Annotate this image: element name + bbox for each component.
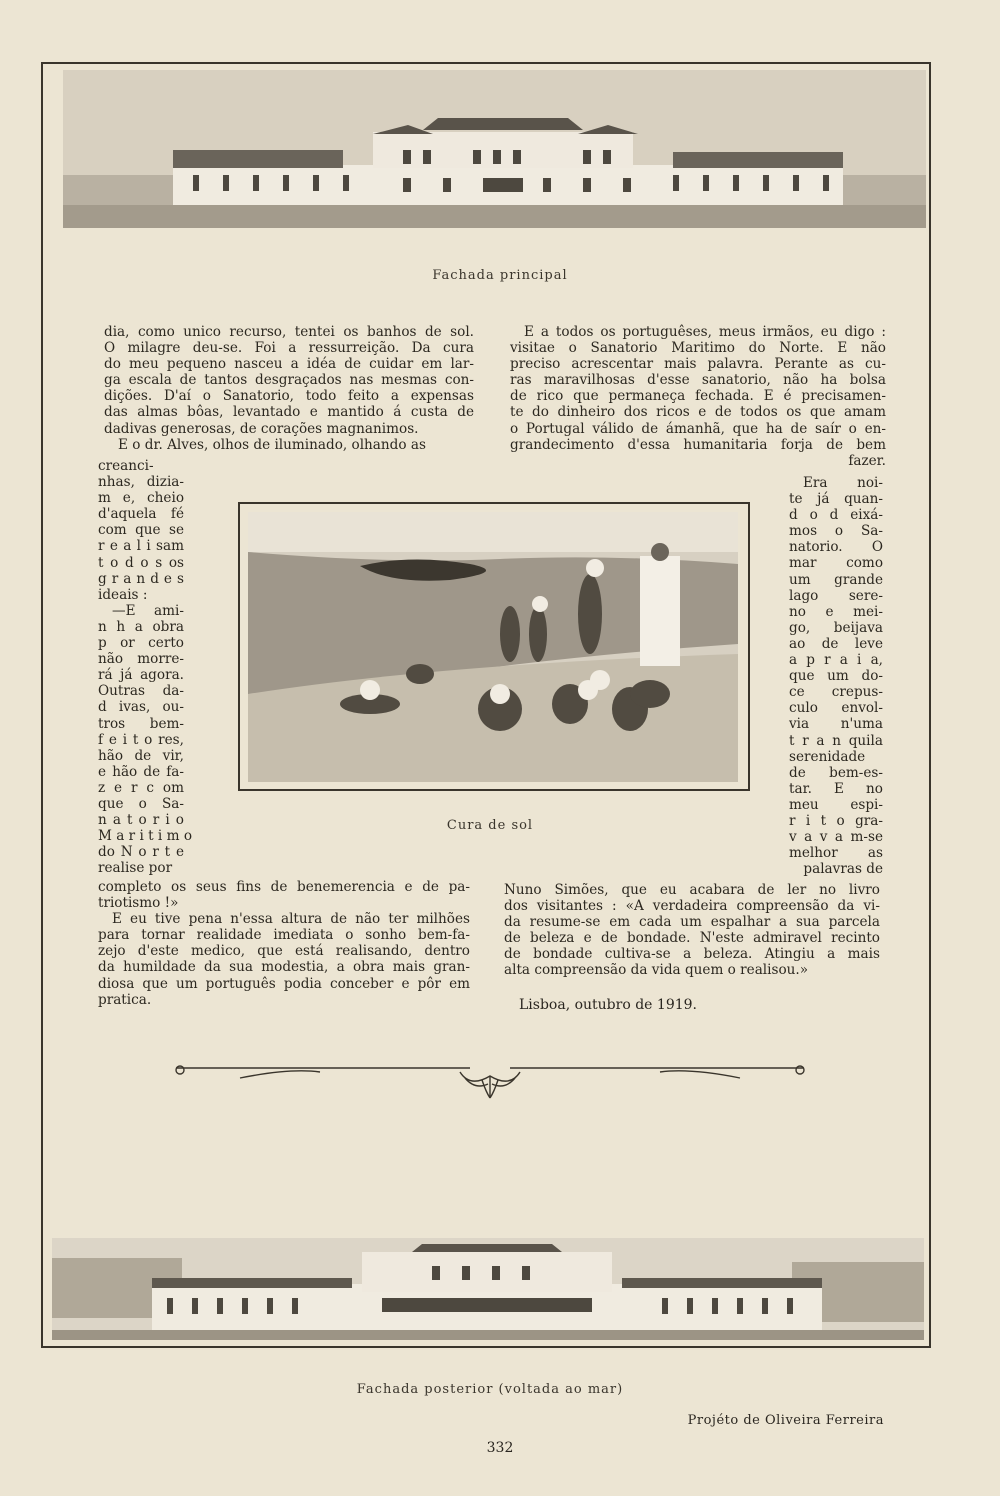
text-line: culo envol- <box>789 700 883 717</box>
text-line: palavras de <box>803 861 883 878</box>
text-line: tar. E no <box>789 780 883 797</box>
text-line: M a r i t i m o <box>98 828 193 845</box>
text-line: go, beijava <box>789 619 883 636</box>
ornament-divider <box>170 1058 810 1102</box>
text-line: te do dinheiro dos ricos e de todos os que amam <box>510 404 886 421</box>
text-line: ras maravilhosas d'esse sanatorio, não ha bolsa <box>510 372 886 389</box>
text-line: de bem-es- <box>789 764 883 781</box>
text-line: triotismo !» <box>98 895 179 912</box>
text-line: g r a n d e s <box>98 570 184 587</box>
text-line: de rico que permaneça fechada. E é precisamen- <box>510 388 886 405</box>
right-column-narrow <box>789 475 883 877</box>
photo-rear-facade <box>52 1238 924 1340</box>
text-line: r i t o gra- <box>789 812 883 829</box>
text-line: z e r c om <box>98 779 184 796</box>
photo-sun-cure <box>238 502 750 791</box>
text-line: diosa que um português podia conceber e pôr em <box>98 975 470 992</box>
text-line: n a t o r i o <box>98 812 184 829</box>
place-date: Lisboa, outubro de 1919. <box>519 997 697 1013</box>
text-line: não morre- <box>98 651 184 668</box>
text-line: alta compreensão da vida quem o realisou.» <box>504 962 809 979</box>
text-line: visitae o Sanatorio Maritimo do Norte. E não <box>510 340 886 357</box>
text-line: pratica. <box>98 991 152 1008</box>
text-line: preciso acrescentar mais palavra. Perante as cu- <box>510 356 886 373</box>
text-line: r e a l i sam <box>98 538 184 555</box>
text-line: p or certo <box>98 635 184 652</box>
text-line: do meu pequeno nasceu a idéa de cuidar em lar- <box>104 356 474 373</box>
text-line: m e, cheio <box>98 490 184 507</box>
photo-main-facade <box>63 70 926 228</box>
text-line: O milagre deu-se. Foi a ressurreição. Da cura <box>104 340 474 357</box>
text-line: que um do- <box>789 668 883 685</box>
text-line: mar como <box>789 555 883 572</box>
left-column-bottom <box>98 879 470 1008</box>
text-line: tros bem- <box>98 715 184 732</box>
text-line: e hão de fa- <box>98 763 184 780</box>
text-line: ce crepus- <box>789 684 883 701</box>
text-line: rá já agora. <box>98 667 184 684</box>
text-line: realise por <box>98 860 173 877</box>
text-line: E eu tive pena n'essa altura de não ter milhões <box>112 911 470 928</box>
text-line: dia, como unico recurso, tentei os banhos de sol. <box>104 324 474 340</box>
text-line: n h a obra <box>98 618 184 635</box>
text-line: t r a n quila <box>789 732 883 749</box>
text-line: de bondade cultiva-se a beleza. Atingiu a mais <box>504 946 880 963</box>
text-line: serenidade <box>789 748 866 765</box>
text-line: creanci- <box>98 458 154 474</box>
text-line: d ivas, ou- <box>98 699 184 716</box>
text-line: ao de leve <box>789 635 883 652</box>
left-column-narrow <box>98 458 193 877</box>
text-line: com que se <box>98 522 184 539</box>
text-line: —E ami- <box>112 602 184 619</box>
text-line: do N o r t e <box>98 844 184 861</box>
left-column-top <box>104 324 474 453</box>
text-line: via n'uma <box>789 716 883 733</box>
page-number: 332 <box>486 1440 514 1456</box>
text-line: grandecimento d'essa humanitaria forja de bem <box>510 436 886 453</box>
text-line: Era noi- <box>803 475 883 491</box>
right-column-bottom <box>504 882 880 979</box>
text-line: f e i t o res, <box>98 731 184 748</box>
text-line: dições. D'aí o Sanatorio, todo feito a expensas <box>104 388 474 405</box>
right-column-top <box>510 324 886 469</box>
text-line: ga escala de tantos desgraçados nas mesmas con- <box>104 372 474 389</box>
text-line: dadivas generosas, de corações magnanimos. <box>104 420 419 437</box>
text-line: um grande <box>789 571 883 588</box>
text-line: te já quan- <box>789 491 883 508</box>
text-line: das almas bôas, levantado e mantido á custa de <box>104 404 474 421</box>
text-line: que o Sa- <box>98 795 184 812</box>
text-line: Nuno Simões, que eu acabara de ler no livro <box>504 882 880 898</box>
text-line: da resume-se em cada um espalhar a sua parcela <box>504 914 880 931</box>
text-line: zejo d'este medico, que está realisando, dentro <box>98 943 470 960</box>
text-line: lago sere- <box>789 587 883 604</box>
text-line: d o d eixá- <box>789 507 883 524</box>
text-line: E o dr. Alves, olhos de iluminado, olhando as <box>118 436 426 453</box>
text-line: completo os seus fins de benemerencia e de pa- <box>98 879 470 895</box>
project-credit: Projéto de Oliveira Ferreira <box>687 1413 884 1428</box>
caption-rear-facade: Fachada posterior (voltada ao mar) <box>356 1382 624 1397</box>
text-line: meu espi- <box>789 796 883 813</box>
text-line: ideais : <box>98 586 148 603</box>
text-line: no e mei- <box>789 603 883 620</box>
text-line: melhor as <box>789 845 883 862</box>
text-line: v a v a m-se <box>789 829 883 846</box>
caption-sun-cure: Cura de sol <box>446 818 534 833</box>
text-line: mos o Sa- <box>789 523 883 540</box>
text-line: nhas, dizia- <box>98 474 184 491</box>
text-line: Outras da- <box>98 683 184 700</box>
text-line: fazer. <box>848 452 886 469</box>
text-line: a p r a i a, <box>789 652 883 669</box>
text-line: para tornar realidade imediata o sonho bem-fa- <box>98 927 470 944</box>
text-line: t o d o s os <box>98 554 184 571</box>
text-line: da humildade da sua modestia, a obra mais gran- <box>98 959 470 976</box>
text-line: natorio. O <box>789 539 883 556</box>
text-line: o Portugal válido de ámanhã, que ha de saír o en- <box>510 420 886 437</box>
text-line: dos visitantes : «A verdadeira compreensão da vi- <box>504 898 880 915</box>
text-line: d'aquela fé <box>98 506 184 523</box>
caption-main-facade: Fachada principal <box>432 268 568 283</box>
text-line: hão de vir, <box>98 747 184 764</box>
text-line: de beleza e de bondade. N'este admiravel recinto <box>504 930 880 947</box>
text-line: E a todos os portuguêses, meus irmãos, eu digo : <box>524 324 886 340</box>
